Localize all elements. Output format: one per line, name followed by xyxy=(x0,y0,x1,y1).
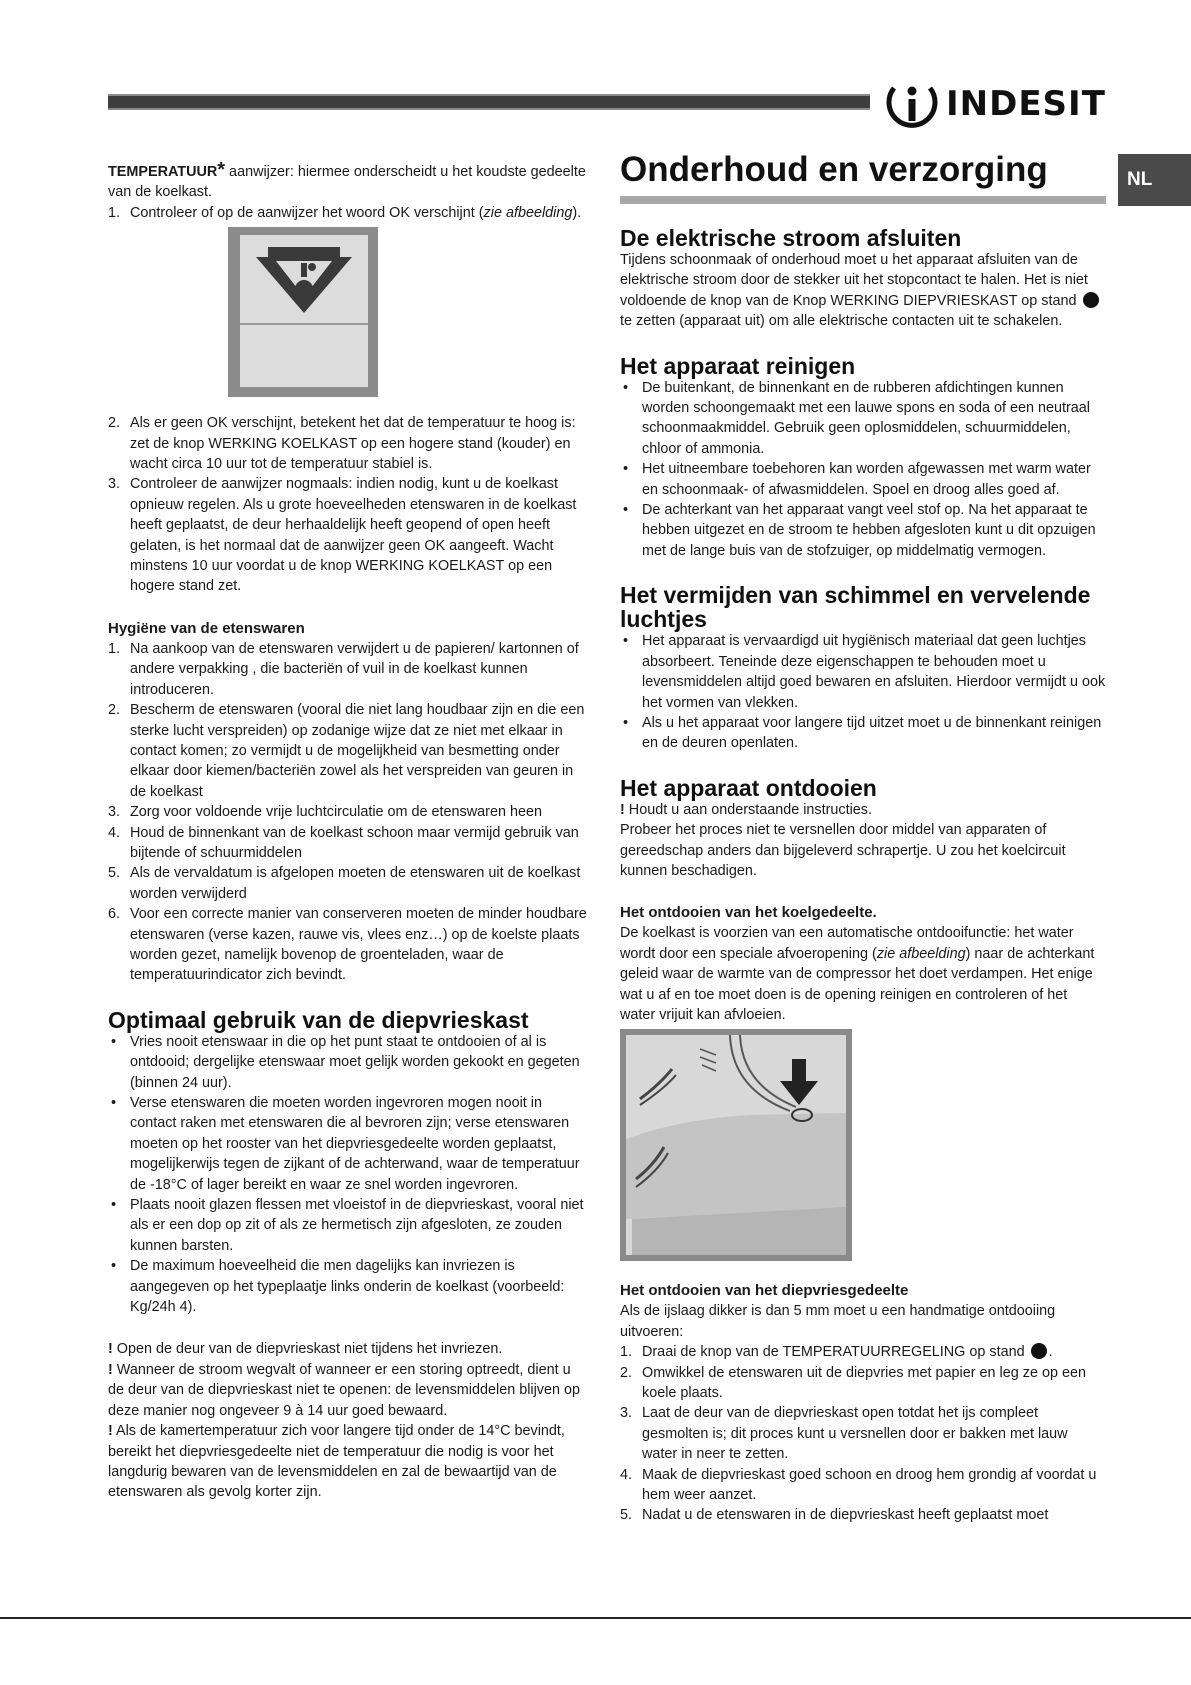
hygiene-heading: Hygiëne van de etenswaren xyxy=(108,619,305,637)
freezer-defrost-steps xyxy=(620,1342,1106,1526)
exclamation-icon: ! xyxy=(108,1423,113,1440)
list-item: • De achterkant van het apparaat vangt veel stof op. Na het apparaat te hebben uitgezet en de stroom te hebben afgesloten kunt u dit opzuigen met de lange buis van de stofzuiger, op middelmatig vermogen. xyxy=(623,502,1096,559)
temperature-label: TEMPERATUUR xyxy=(108,164,218,180)
list-item: 1. Draai de knop van de TEMPERATUURREGELING op stand . xyxy=(620,1344,1053,1361)
list-item: 3. Controleer de aanwijzer nogmaals: indien nodig, kunt u de koelkast opnieuw regelen. Als u grote hoeveelheden etenswaren in de koelkast heeft geplaatst, de deur herhaaldelijk heeft geopend of open heeft gelaten, is het normaal dat de aanwijzer geen OK aangeeft. Wacht minstens 10 uur voordat u de knop WERKING KOELKAST op een hogere stand zet. xyxy=(108,476,577,595)
hygiene-list xyxy=(108,639,590,986)
defrost-heading: Het apparaat ontdooien xyxy=(620,774,877,801)
list-item: 2. Bescherm de etenswaren (vooral die niet lang houdbaar zijn en die een sterke lucht verspreiden) op zodanige wijze dat ze niet met elkaar in contact komen; zo vermijdt u de mogelijkheid van besmetting onder elkaar door kiemen/bacteriën zowel als het verspreiden van geuren in de koelkast xyxy=(108,702,585,800)
warning-2: ! Wanneer de stroom wegvalt of wanneer er een storing optreedt, dient u de deur van de diepvrieskast niet te openen: de levensmiddelen blijven op deze manier nog ongeveer 9 à 14 uur goed bewaard. xyxy=(108,1361,581,1419)
list-item: 2. Als er geen OK verschijnt, betekent het dat de temperatuur te hoog is: zet de knop WERKING KOELKAST op een hogere stand (kouder) en wacht circa 10 uur tot de temperatuur stabiel is. xyxy=(108,415,576,473)
footer-rule xyxy=(0,1617,1191,1619)
list-item: • Plaats nooit glazen flessen met vloeistof in de diepvrieskast, vooral niet als er een dop op zit of als ze hermetisch zijn afgesloten, ze zouden kunnen barsten. xyxy=(111,1197,584,1254)
warning-1: ! Open de deur van de diepvrieskast niet tijdens het invriezen. xyxy=(108,1341,503,1358)
list-item: • Verse etenswaren die moeten worden ingevroren mogen nooit in contact raken met etenswaren die al bevroren zijn; verse etenswaren moeten op het rooster van het diepvriesgedeelte worden geplaatst, mogelijkerwijs tegen de zijkant of de achterwand, waar de temperatuur de -18°C of lager bereikt en waar ze snel worden ingevroren. xyxy=(111,1095,580,1193)
header-rule xyxy=(108,94,870,110)
title-underline xyxy=(620,196,1106,204)
list-item: • Het apparaat is vervaardigd uit hygiënisch materiaal dat geen luchtjes absorbeert. Teneinde deze eigenschappen te behouden moet u levensmiddelen altijd goed bewaren en afsluiten. Hierdoor vermijdt u ook het vormen van vlekken. xyxy=(623,633,1106,711)
temperature-steps-cont xyxy=(108,413,590,597)
freezer-heading: Optimaal gebruik van de diepvrieskast xyxy=(108,1006,529,1033)
list-item: 6. Voor een correcte manier van conserveren moeten de minder houdbare etenswaren (verse kazen, rauwe vis, vlees enz…) op de koelste plaats worden gezet, namelijk bovenop de groenteladen, waar de temperatuurindicator zich bevindt. xyxy=(108,906,587,984)
off-position-icon xyxy=(1031,1343,1047,1359)
list-item: 3. Laat de deur van de diepvrieskast open totdat het ijs compleet gesmolten is; dit proces kunt u versnellen door er bakken met lauw water in neer te zetten. xyxy=(620,1405,1068,1463)
temperature-intro xyxy=(108,160,590,203)
list-item: • De maximum hoeveelheid die men dagelijks kan invriezen is aangegeven op het typeplaatje links onderin de koelkast (voorbeeld: Kg/24h 4). xyxy=(111,1258,565,1316)
list-item: 2. Omwikkel de etenswaren uit de diepvries met papier en leg ze op een koele plaats. xyxy=(620,1364,1086,1401)
left-column xyxy=(108,160,590,1503)
list-item: 4. Maak de diepvrieskast goed schoon en droog hem grondig af voordat u hem weer aanzet. xyxy=(620,1466,1097,1504)
power-heading: De elektrische stroom afsluiten xyxy=(620,225,962,251)
indesit-logo xyxy=(884,76,1106,132)
exclamation-icon: ! xyxy=(108,1361,113,1378)
freezer-defrost-heading: Het ontdooien van het diepvriesgedeelte xyxy=(620,1282,909,1300)
freezer-list xyxy=(108,1032,590,1318)
brand-name: INDESIT xyxy=(946,84,1106,124)
list-item: 3. Zorg voor voldoende vrije luchtcirculatie om de etenswaren heen xyxy=(108,804,542,821)
list-item: • Vries nooit etenswaar in die op het punt staat te ontdooien of al is ontdooid; dergelijke etenswaar moet gelijk worden gekookt en gegeten (binnen 24 uur). xyxy=(111,1033,580,1091)
drain-hole-image xyxy=(620,1029,852,1261)
defrost-text: Probeer het proces niet te versnellen door middel van apparaten of gereedschap anders dan bijgeleverd schrapertje. U zou het koelcircuit kunnen beschadigen. xyxy=(620,822,1066,879)
temperature-steps xyxy=(108,203,590,223)
temperature-indicator-image xyxy=(228,227,378,397)
list-item: 4. Houd de binnenkant van de koelkast schoon maar vermijd gebruik van bijtende of schuurmiddelen xyxy=(108,824,579,861)
list-item: • Als u het apparaat voor langere tijd uitzet moet u de binnenkant reinigen en de deuren openlaten. xyxy=(623,714,1102,752)
list-item: • Het uitneembare toebehoren kan worden afgewassen met warm water en schoonmaak- of afwasmiddelen. Spoel en droog alles goed af. xyxy=(623,461,1091,498)
mold-heading: Het vermijden van schimmel en vervelende luchtjes xyxy=(620,582,1091,633)
exclamation-icon: ! xyxy=(620,801,625,818)
list-item: 5. Als de vervaldatum is afgelopen moeten de etenswaren uit de koelkast worden verwijderd xyxy=(108,865,581,902)
warning-3: ! Als de kamertemperatuur zich voor langere tijd onder de 14°C bevindt, bereikt het diepvriesgedeelte niet de temperatuur die nodig is voor het langdurig bewaren van de levensmiddelen en zal de bewaartijd van de etenswaren als gevolg korter zijn. xyxy=(108,1423,565,1501)
fridge-defrost-heading: Het ontdooien van het koelgedeelte. xyxy=(620,904,877,922)
defrost-warning: ! Houdt u aan onderstaande instructies. xyxy=(620,801,872,818)
clean-list xyxy=(620,378,1106,562)
asterisk: * xyxy=(217,159,226,181)
fridge-defrost-text: De koelkast is voorzien van een automatische ontdooifunctie: het water wordt door een speciale afvoeropening (zie afbeelding) naar de achterkant geleid waar de warmte van de compressor het doet verdampen. Het enige wat u af en toe moet doen is de opening reinigen en controleren of het water vrijuit kan afvloeien. xyxy=(620,925,1095,1023)
list-item: 1. Na aankoop van de etenswaren verwijdert u de papieren/ kartonnen of andere verpakking , die bacteriën of vuil in de koelkast kunnen introduceren. xyxy=(108,640,579,698)
page-title: Onderhoud en verzorging xyxy=(620,150,1048,189)
brand-mark-icon xyxy=(884,76,940,132)
exclamation-icon: ! xyxy=(108,1341,113,1358)
list-item: • De buitenkant, de binnenkant en de rubberen afdichtingen kunnen worden schoongemaakt met een lauwe spons en soda of een neutraal schoonmaakmiddel. Gebruik geen oplosmiddelen, schuurmiddelen, chloor of ammonia. xyxy=(623,379,1091,457)
mold-list xyxy=(620,631,1106,753)
temperature-intro-text: aanwijzer: hiermee onderscheidt u het koudste gedeelte van de koelkast. xyxy=(108,164,586,201)
language-tab: NL xyxy=(1118,154,1191,206)
power-text: Tijdens schoonmaak of onderhoud moet u het apparaat afsluiten van de elektrische stroom door de stekker uit het stopcontact te halen. Het is niet voldoende de knop van de Knop WERKING DIEPVRIESKAST op stand te zetten (apparaat uit) om alle elektrische contacten uit te schakelen. xyxy=(620,250,1106,332)
freezer-defrost-intro: Als de ijslaag dikker is dan 5 mm moet u een handmatige ontdooiing uitvoeren: xyxy=(620,1303,1056,1340)
off-position-icon xyxy=(1083,292,1099,308)
list-item: 5. Nadat u de etenswaren in de diepvrieskast heeft geplaatst moet xyxy=(620,1507,1049,1524)
clean-heading: Het apparaat reinigen xyxy=(620,352,856,379)
right-column xyxy=(620,150,1106,1526)
list-item: 1. Controleer of op de aanwijzer het woord OK verschijnt (zie afbeelding). xyxy=(108,204,582,221)
